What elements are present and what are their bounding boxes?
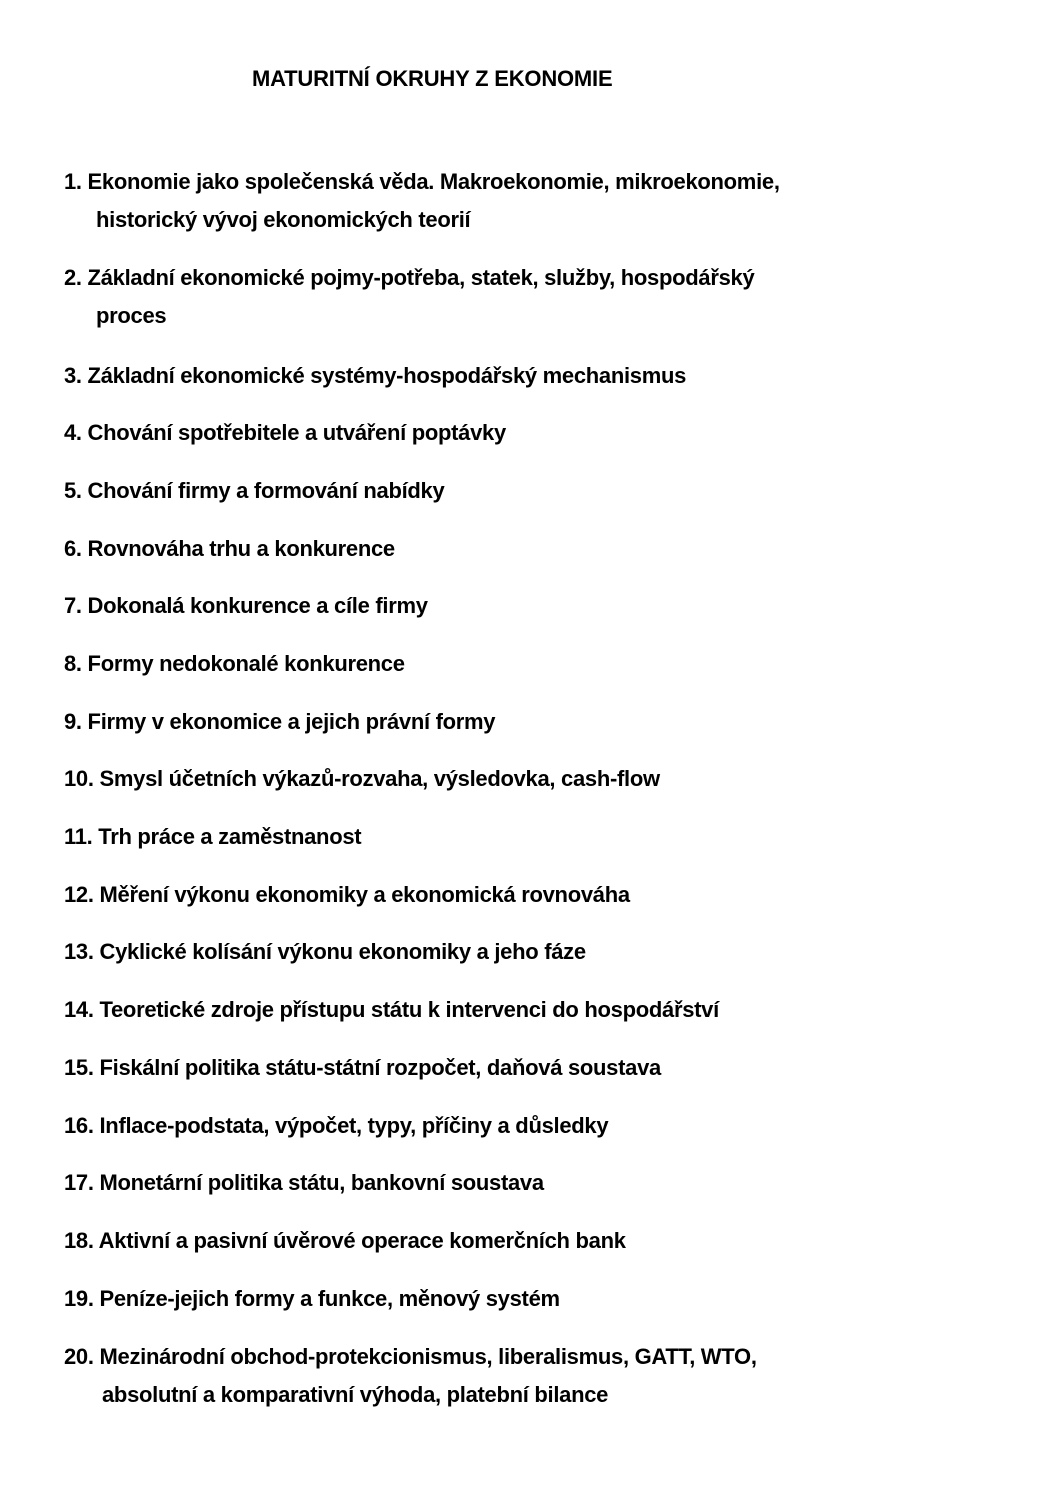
topic-item: [64, 587, 1024, 625]
topic-text: 12. Měření výkonu ekonomiky a ekonomická rovnováha: [64, 882, 630, 907]
topic-item: [64, 645, 1024, 683]
topic-item: [64, 1164, 1024, 1202]
topic-text: 13. Cyklické kolísání výkonu ekonomiky a jeho fáze: [64, 939, 586, 964]
topic-text: 6. Rovnováha trhu a konkurence: [64, 536, 395, 561]
topic-item: [64, 933, 1024, 971]
topic-text: 20. Mezinárodní obchod-protekcionismus, liberalismus, GATT, WTO,: [64, 1344, 757, 1369]
topic-text: 17. Monetární politika státu, bankovní soustava: [64, 1170, 544, 1195]
topic-item: [64, 259, 1024, 335]
topic-item: [64, 357, 1024, 395]
topic-text: 3. Základní ekonomické systémy-hospodářský mechanismus: [64, 363, 687, 388]
topic-item: [64, 991, 1024, 1029]
topic-text: 5. Chování firmy a formování nabídky: [64, 478, 445, 503]
topic-text: 10. Smysl účetních výkazů-rozvaha, výsledovka, cash-flow: [64, 766, 660, 791]
topic-item: [64, 530, 1024, 568]
topic-item: [64, 703, 1024, 741]
topic-text: 9. Firmy v ekonomice a jejich právní formy: [64, 709, 496, 734]
topic-text: 8. Formy nedokonalé konkurence: [64, 651, 405, 676]
topic-text: 19. Peníze-jejich formy a funkce, měnový systém: [64, 1286, 560, 1311]
topic-text: 14. Teoretické zdroje přístupu státu k intervenci do hospodářství: [64, 997, 719, 1022]
topic-text: 11. Trh práce a zaměstnanost: [64, 824, 362, 849]
topic-item: [64, 163, 1024, 239]
topic-item: [64, 472, 1024, 510]
page-title: MATURITNÍ OKRUHY Z EKONOMIE: [252, 66, 613, 91]
topic-text: 2. Základní ekonomické pojmy-potřeba, statek, služby, hospodářský: [64, 265, 755, 290]
topic-text: 16. Inflace-podstata, výpočet, typy, příčiny a důsledky: [64, 1113, 609, 1138]
topic-text-continued: proces: [96, 303, 167, 328]
topic-item: [64, 1049, 1024, 1087]
topic-item: [64, 1338, 1024, 1414]
topic-text-continued: absolutní a komparativní výhoda, platební bilance: [102, 1382, 609, 1407]
topic-text: 4. Chování spotřebitele a utváření poptávky: [64, 420, 506, 445]
topic-item: [64, 818, 1024, 856]
topic-text-continued: historický vývoj ekonomických teorií: [96, 207, 471, 232]
topic-text: 15. Fiskální politika státu-státní rozpočet, daňová soustava: [64, 1055, 661, 1080]
topic-text: 7. Dokonalá konkurence a cíle firmy: [64, 593, 428, 618]
topic-item: [64, 1280, 1024, 1318]
topic-item: [64, 414, 1024, 452]
topic-text: 1. Ekonomie jako společenská věda. Makroekonomie, mikroekonomie,: [64, 169, 780, 194]
topic-item: [64, 1222, 1024, 1260]
topic-item: [64, 760, 1024, 798]
topic-item: [64, 876, 1024, 914]
topic-item: [64, 1107, 1024, 1145]
topic-text: 18. Aktivní a pasivní úvěrové operace komerčních bank: [64, 1228, 626, 1253]
